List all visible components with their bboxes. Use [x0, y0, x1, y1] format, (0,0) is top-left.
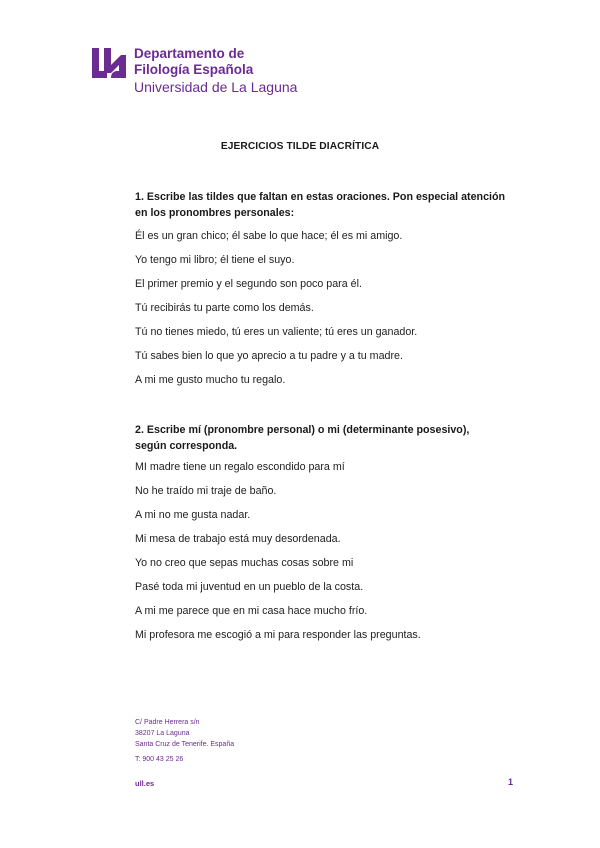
department-name-line2: Filología Española [134, 61, 254, 77]
exercise-1-sentence: A mi me gusto mucho tu regalo. [135, 374, 286, 386]
footer-address-street: C/ Padre Herrera s/n [135, 719, 200, 726]
ull-logo-mark-icon [92, 48, 126, 78]
department-name-line1: Departamento de [134, 46, 245, 61]
exercise-1-instructions [135, 189, 514, 221]
department-name [134, 46, 253, 77]
exercise-1-sentence: Tú no tienes miedo, tú eres un valiente; tú eres un ganador. [135, 326, 418, 338]
exercise-1-sentence: Él es un gran chico; él sabe lo que hace; él es mi amigo. [135, 230, 403, 242]
university-name: Universidad de La Laguna [134, 79, 298, 95]
exercise-2-sentence: A mi no me gusta nadar. [135, 509, 251, 521]
document-title: EJERCICIOS TILDE DIACRÍTICA [220, 141, 380, 152]
exercise-2-instructions-line2: según corresponda. [135, 440, 238, 452]
footer-address-region: Santa Cruz de Tenerife. España [135, 741, 235, 748]
exercise-1-sentence: Tú sabes bien lo que yo aprecio a tu padre y a tu madre. [135, 350, 403, 362]
exercise-1-sentence: Yo tengo mi libro; él tiene el suyo. [135, 254, 295, 266]
exercise-2-sentence: Mi profesora me escogió a mi para responder las preguntas. [135, 629, 421, 641]
footer-address-postal: 38207 La Laguna [135, 730, 190, 737]
exercise-2-sentence: MI madre tiene un regalo escondido para mí [135, 461, 345, 473]
exercise-2-sentence: A mi me parece que en mi casa hace mucho frío. [135, 605, 368, 617]
footer-phone: T: 900 43 25 26 [135, 756, 184, 763]
exercise-2-sentence: Pasé toda mi juventud en un pueblo de la costa. [135, 581, 364, 593]
exercise-2-instructions-line1: 2. Escribe mí (pronombre personal) o mi (determinante posesivo), [135, 424, 470, 436]
exercise-1-sentence: Tú recibirás tu parte como los demás. [135, 302, 314, 314]
exercise-2-sentence: Mi mesa de trabajo está muy desordenada. [135, 533, 341, 545]
page-number: 1 [508, 777, 514, 787]
exercise-2-sentence: Yo no creo que sepas muchas cosas sobre mi [135, 557, 354, 569]
exercise-2-instructions [135, 422, 514, 454]
exercise-2-sentence: No he traído mi traje de baño. [135, 485, 277, 497]
footer-website-link[interactable]: ull.es [135, 779, 155, 788]
exercise-1-sentence: El primer premio y el segundo son poco para él. [135, 278, 362, 290]
exercise-1-instructions-line2: en los pronombres personales: [135, 207, 295, 219]
exercise-1-instructions-line1: 1. Escribe las tildes que faltan en estas oraciones. Pon especial atención [135, 191, 506, 203]
footer-address [135, 717, 234, 750]
